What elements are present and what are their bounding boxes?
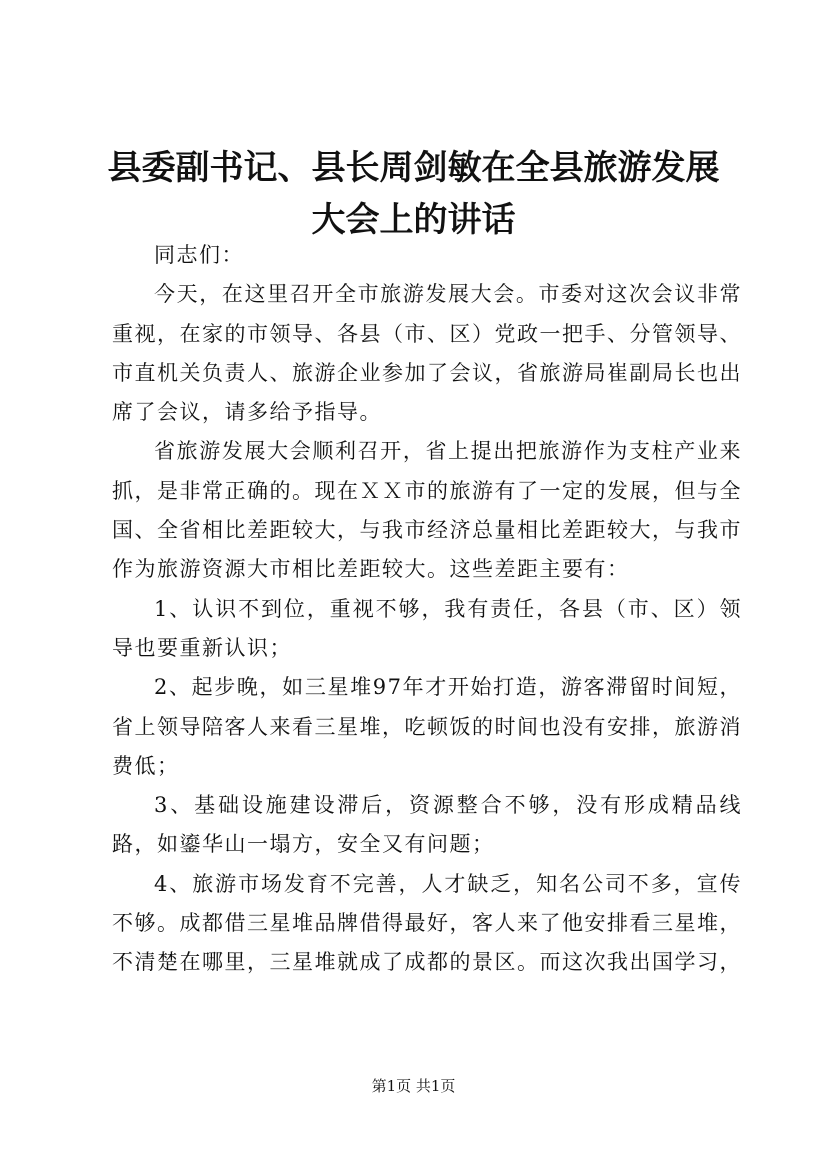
document-title: 县委副书记、县长周剑敏在全县旅游发展大会上的讲话 bbox=[107, 148, 720, 240]
paragraph: 今天，在这里召开全市旅游发展大会。市委对这次会议非常重视，在家的市领导、各县（市、区）党政一把手、分管领导、市直机关负责人、旅游企业参加了会议，省旅游局崔副局长也出席了会议，请多给予指导。 bbox=[112, 282, 742, 425]
list-item: 1、认识不到位，重视不够，我有责任，各县（市、区）领导也要重新认识； bbox=[112, 596, 742, 660]
list-item: 4、旅游市场发育不完善，人才缺乏，知名公司不多，宣传不够。成都借三星堆品牌借得最好，客人来了他安排看三星堆，不清楚在哪里，三星堆就成了成都的景区。而这次我出国学习， bbox=[112, 871, 742, 975]
list-item: 2、起步晚，如三星堆97年才开始打造，游客滞留时间短，省上领导陪客人来看三星堆，吃顿饭的时间也没有安排，旅游消费低； bbox=[112, 675, 742, 778]
list-item: 3、基础设施建设滞后，资源整合不够，没有形成精品线路，如鎏华山一塌方，安全又有问题； bbox=[112, 793, 742, 857]
paragraph: 省旅游发展大会顺利召开，省上提出把旅游作为支柱产业来抓，是非常正确的。现在ＸＸ市的旅游有了一定的发展，但与全国、全省相比差距较大，与我市经济总量相比差距较大，与我市作为旅游资源大市相比差距较大。这些差距主要有： bbox=[112, 439, 742, 582]
page-footer: 第1页 共1页 bbox=[371, 1077, 456, 1095]
paragraph-salutation: 同志们： bbox=[154, 243, 244, 267]
document-body bbox=[112, 236, 742, 983]
